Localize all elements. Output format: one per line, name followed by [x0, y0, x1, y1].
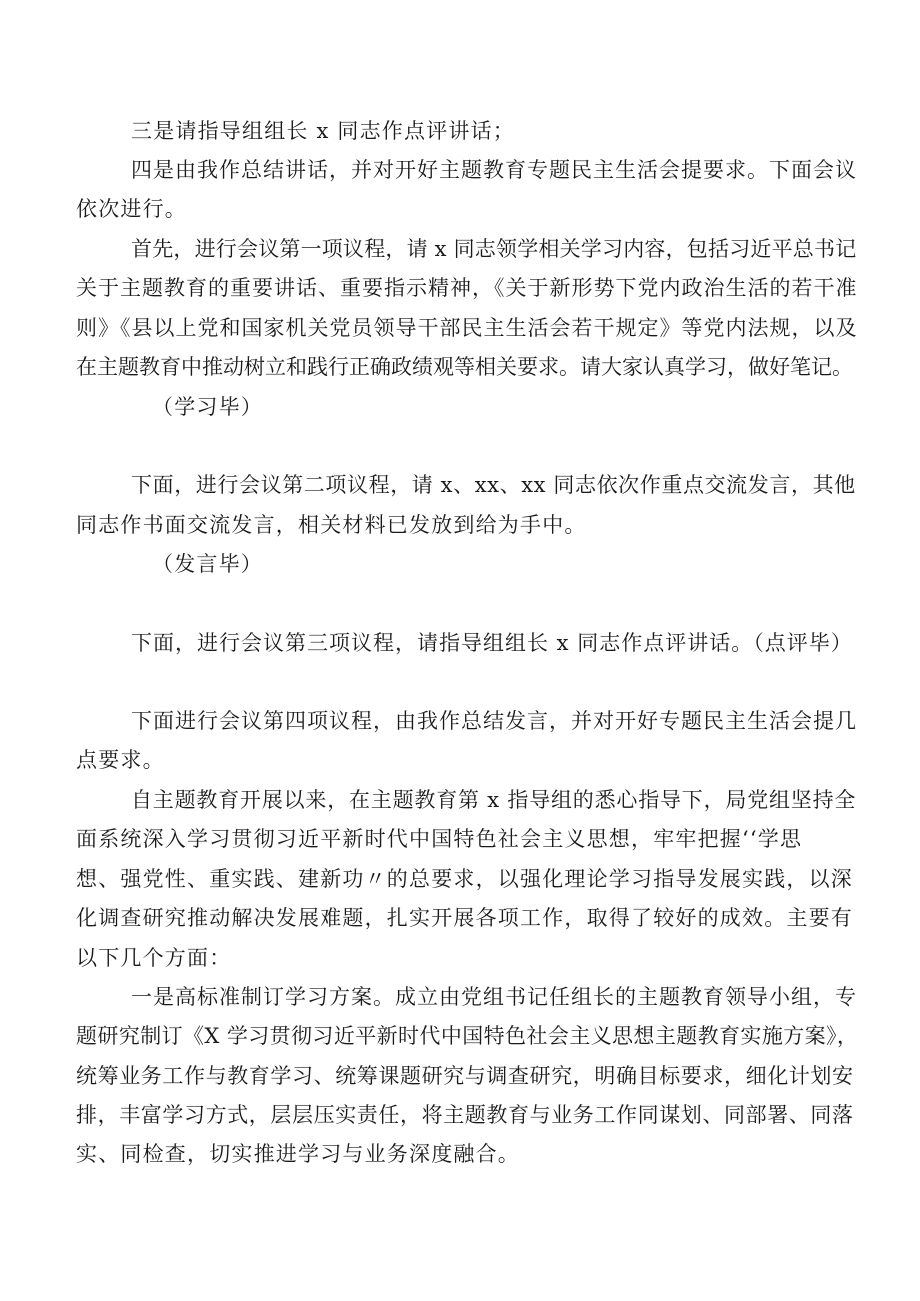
text-line: 下面，进行会议第二项议程，请 x、xx、xx 同志依次作重点交流发言，其他 [131, 473, 856, 497]
text-line: 关于主题教育的重要讲话、重要指示精神，《关于新形势下党内政治生活的若干准 [76, 276, 858, 300]
text-line: 四是由我作总结讲话，并对开好主题教育专题民主生活会提要求。下面会议 [131, 158, 857, 182]
text-line: 下面，进行会议第三项议程，请指导组组长 x 同志作点评讲话。（点评毕） [131, 631, 853, 655]
text-line: 实、同检查，切实推进学习与业务深度融合。 [76, 1142, 520, 1166]
text-line: 化调查研究推动解决发展难题，扎实开展各项工作，取得了较好的成效。主要有 [76, 906, 853, 930]
text-line: 排，丰富学习方式，层层压实责任，将主题教育与业务工作同谋划、同部署、同落 [76, 1103, 854, 1127]
text-line: 题研究制订《X 学习贯彻习近平新时代中国特色社会主义思想主题教育实施方案》， [76, 1024, 859, 1048]
text-line: （学习毕） [152, 395, 263, 419]
text-line: 面系统深入学习贯彻习近平新时代中国特色社会主义思想，牢牢把握‘‘学思 [76, 827, 803, 851]
text-line: 自主题教育开展以来，在主题教育第 x 指导组的悉心指导下，局党组坚持全 [131, 788, 857, 812]
text-line: 同志作书面交流发言，相关材料已发放到给为手中。 [76, 513, 587, 537]
text-line: 以下几个方面： [76, 946, 232, 970]
text-line: 点要求。 [76, 748, 165, 772]
text-line: 三是请指导组组长 x 同志作点评讲话； [131, 119, 515, 143]
text-line: 依次进行。 [76, 197, 187, 221]
text-line: 下面进行会议第四项议程，由我作总结发言，并对开好专题民主生活会提几 [131, 709, 857, 733]
text-line: （发言毕） [152, 552, 263, 576]
text-line: 统筹业务工作与教育学习、统筹课题研究与调查研究，明确目标要求，细化计划安 [76, 1064, 854, 1088]
text-line: 想、强党性、重实践、建新功〃的总要求，以强化理论学习指导发展实践，以深 [76, 867, 853, 891]
text-line: 则》《县以上党和国家机关党员领导干部民主生活会若干规定》等党内法规，以及 [76, 316, 858, 340]
text-line: 在主题教育中推动树立和践行正确政绩观等相关要求。请大家认真学习，做好笔记。 [76, 355, 853, 379]
text-line: 首先，进行会议第一项议程，请 x 同志领学相关学习内容，包括习近平总书记 [131, 237, 857, 261]
text-line: 一是高标准制订学习方案。成立由党组书记任组长的主题教育领导小组，专 [131, 985, 857, 1009]
